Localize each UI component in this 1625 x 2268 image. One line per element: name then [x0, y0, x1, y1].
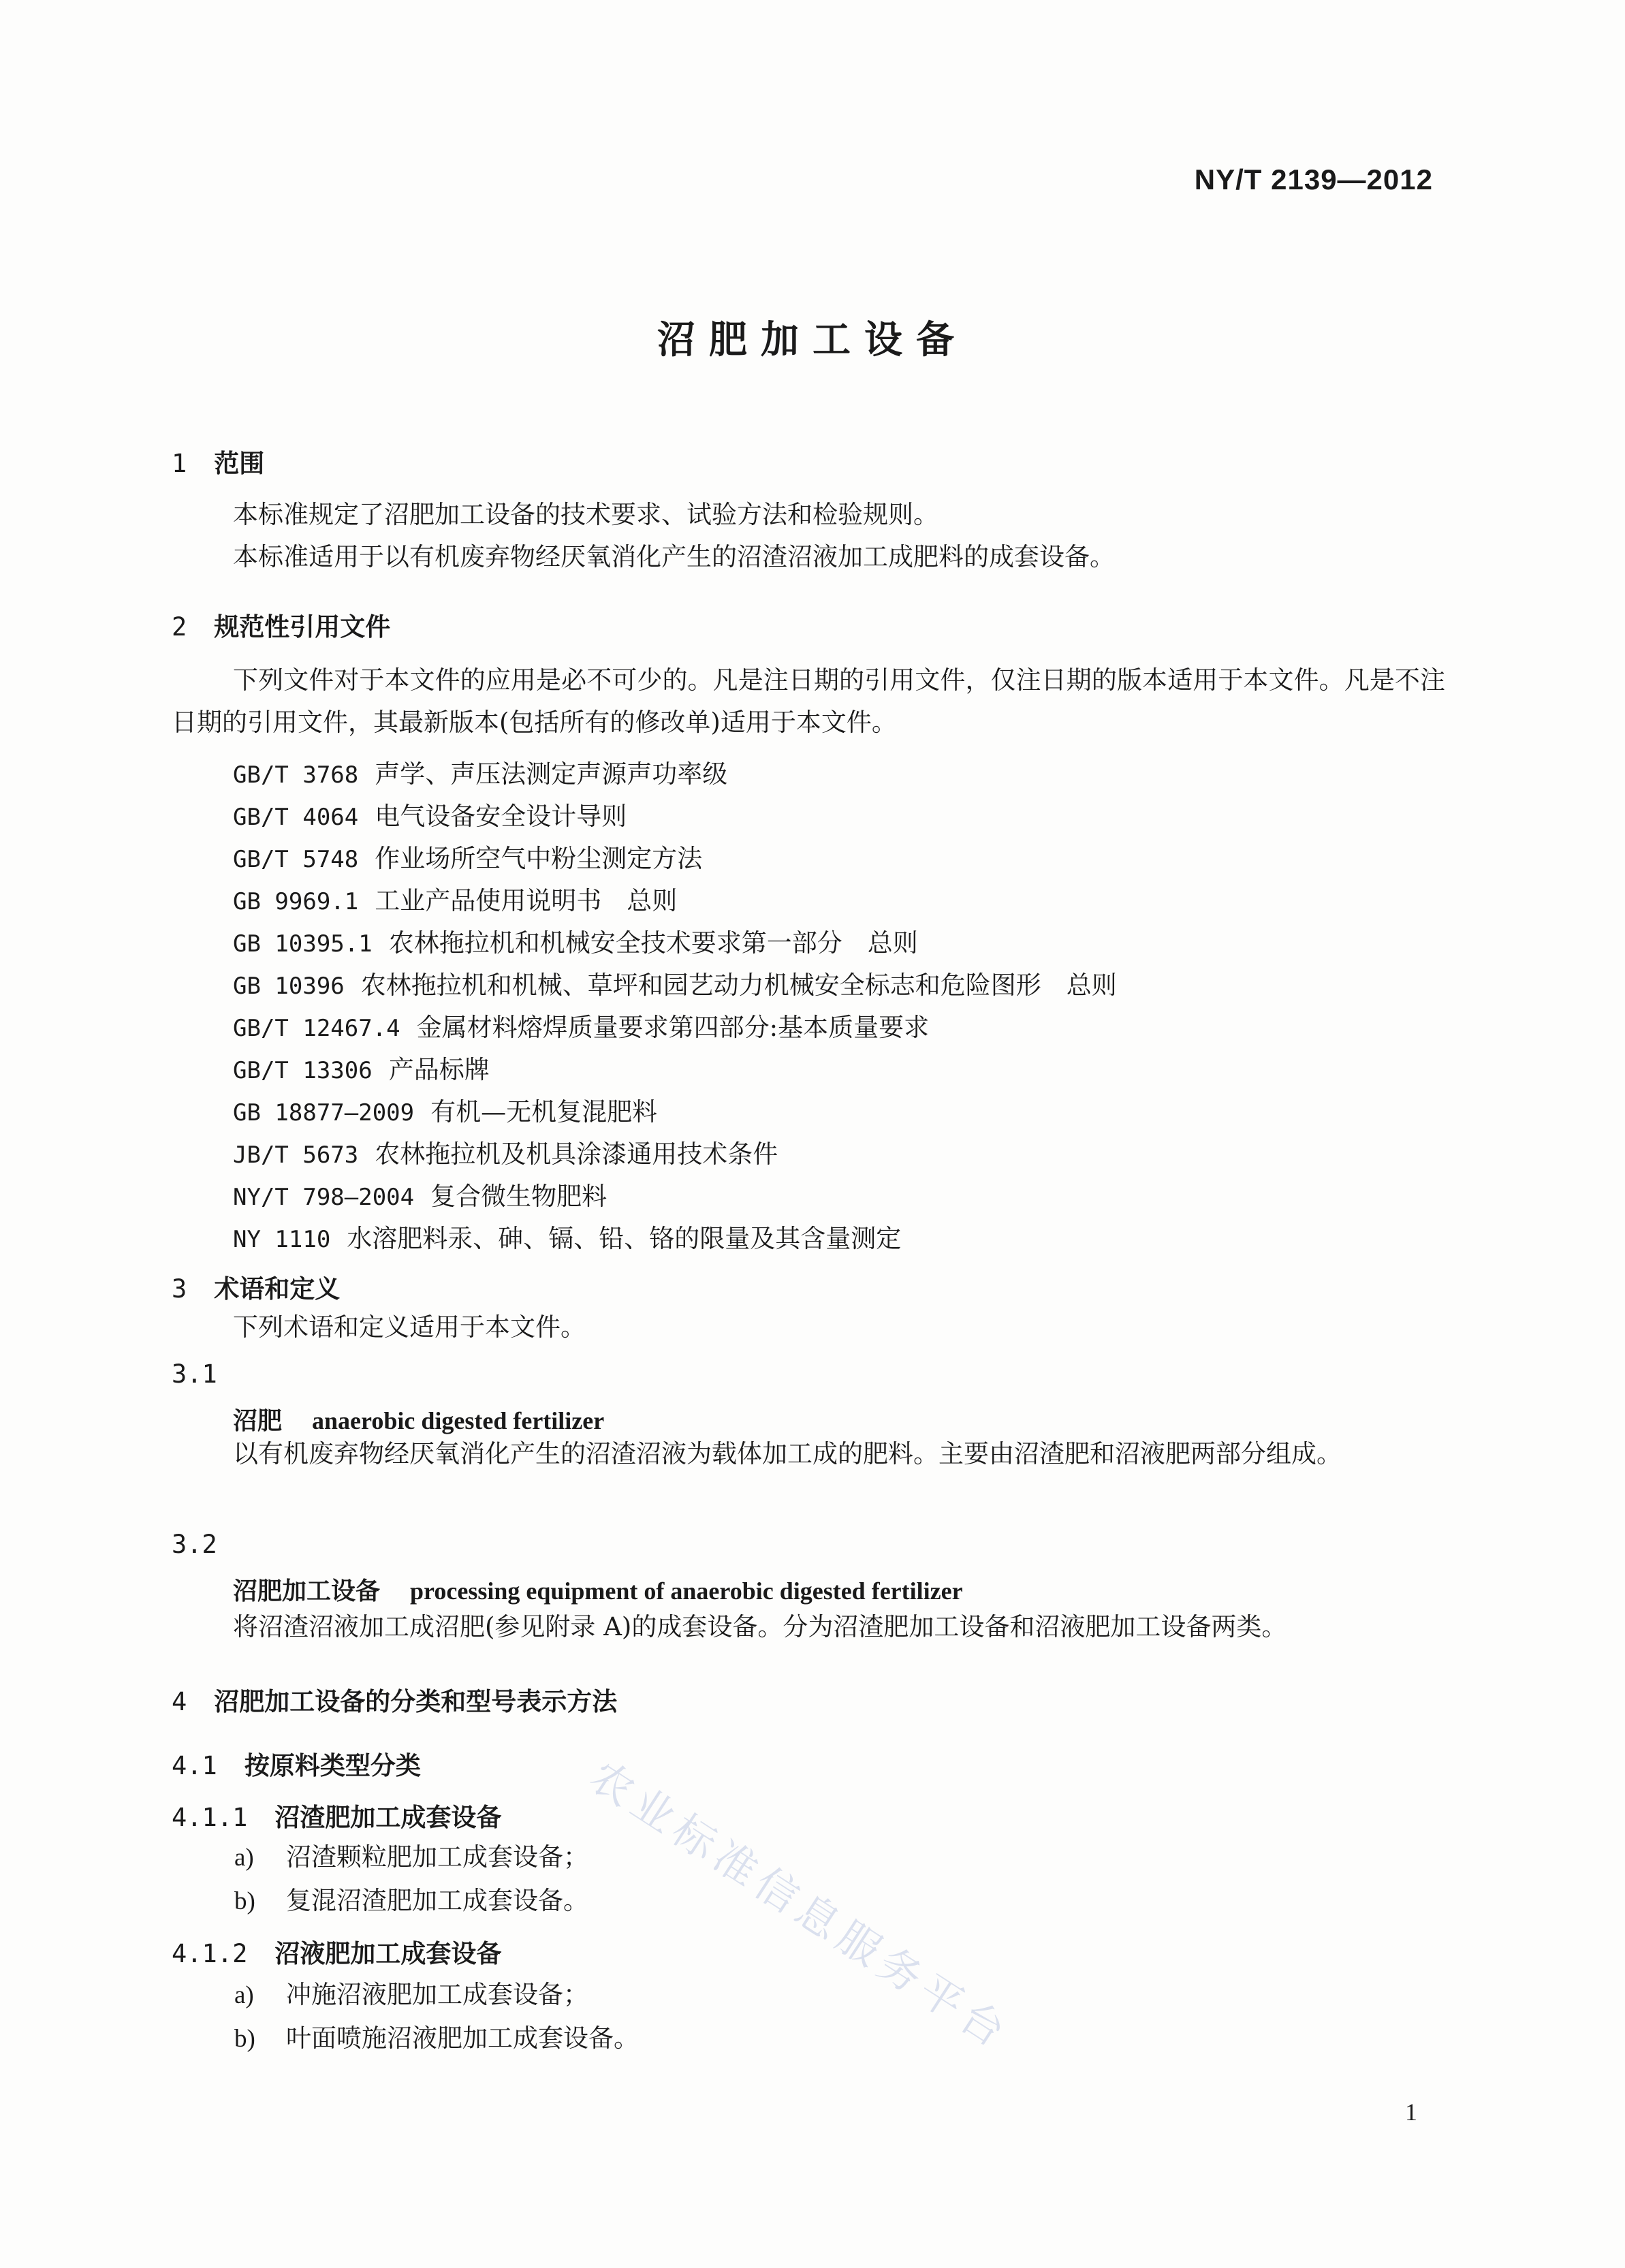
list-text: 冲施沼液肥加工成套设备； [286, 1980, 588, 2009]
reference-item [233, 1133, 778, 1170]
reference-item [233, 753, 727, 790]
section-number: 4 [172, 1687, 187, 1716]
section-number: 4.1.1 [172, 1803, 248, 1832]
section-title: 范围 [214, 449, 265, 478]
scope-paragraph-1: 本标准规定了沼肥加工设备的技术要求、试验方法和检验规则。 [233, 500, 938, 529]
section-title: 沼肥加工设备的分类和型号表示方法 [214, 1687, 618, 1716]
reference-title: 声学、声压法测定声源声功率级 [375, 759, 728, 789]
section-2-heading [172, 606, 390, 643]
list-text: 复混沼渣肥加工成套设备。 [286, 1886, 588, 1915]
scope-paragraph-2: 本标准适用于以有机废弃物经厌氧消化产生的沼渣沼液加工成肥料的成套设备。 [233, 542, 1115, 571]
section-title: 按原料类型分类 [244, 1751, 421, 1780]
section-number: 2 [172, 612, 187, 642]
reference-item [233, 1007, 929, 1043]
term-number: 3.1 [172, 1359, 217, 1389]
reference-item [233, 796, 627, 832]
list-item [234, 1880, 588, 1917]
term-english: anaerobic digested fertilizer [312, 1407, 605, 1434]
reference-item [233, 1049, 490, 1086]
section-number: 4.1.2 [172, 1939, 248, 1968]
reference-item [233, 1218, 901, 1255]
document-title: 沼肥加工设备 [657, 318, 968, 362]
standard-number: NY/T 2139—2012 [1194, 163, 1433, 195]
reference-code: GB 10395.1 [233, 930, 373, 958]
reference-code: GB/T 3768 [233, 761, 359, 789]
term-3-2-definition: 将沼渣沼液加工成沼肥(参见附录 A)的成套设备。分为沼渣肥加工设备和沼液肥加工设备两类。 [233, 1612, 1287, 1641]
term-3-1 [233, 1402, 604, 1436]
subsection-4-1-2-heading [172, 1933, 501, 1970]
normative-references-intro: 下列文件对于本文件的应用是必不可少的。凡是注日期的引用文件，仅注日期的版本适用于本文件。凡是不注日期的引用文件，其最新版本(包括所有的修改单)适用于本文件。 [172, 665, 1445, 737]
section-1-heading [172, 443, 264, 479]
reference-item [233, 922, 918, 959]
list-item [234, 1974, 588, 2011]
reference-code: GB/T 12467.4 [233, 1015, 400, 1042]
section-title: 规范性引用文件 [214, 612, 391, 642]
reference-code: NY/T 798—2004 [233, 1184, 415, 1211]
reference-title: 电气设备安全设计导则 [375, 802, 627, 831]
list-marker: b) [234, 2025, 255, 2053]
reference-code: GB 9969.1 [233, 888, 359, 915]
reference-code: GB 10396 [233, 973, 345, 1000]
list-text: 叶面喷施沼液肥加工成套设备。 [286, 2023, 639, 2053]
reference-code: GB 18877—2009 [233, 1099, 415, 1127]
list-marker: a) [234, 1981, 254, 2009]
reference-item [233, 964, 1117, 1001]
section-3-heading [172, 1268, 340, 1305]
reference-code: GB/T 13306 [233, 1057, 373, 1084]
list-item [234, 2017, 639, 2054]
section-title: 术语和定义 [214, 1274, 341, 1304]
reference-title: 农林拖拉机和机械、草坪和园艺动力机械安全标志和危险图形 总则 [360, 971, 1117, 1000]
reference-title: 复合微生物肥料 [430, 1182, 608, 1211]
section-title: 沼渣肥加工成套设备 [274, 1803, 502, 1832]
reference-title: 工业产品使用说明书 总则 [375, 886, 678, 915]
reference-title: 有机—无机复混肥料 [430, 1097, 658, 1127]
list-item [234, 1836, 588, 1873]
term-number: 3.2 [172, 1530, 217, 1559]
subsection-4-1-heading [172, 1745, 421, 1782]
reference-code: GB/T 4064 [233, 804, 359, 831]
reference-item [233, 1176, 607, 1212]
section-number: 3 [172, 1274, 187, 1304]
reference-title: 水溶肥料汞、砷、镉、铅、铬的限量及其含量测定 [347, 1224, 902, 1253]
term-3-2 [233, 1572, 963, 1607]
terms-intro: 下列术语和定义适用于本文件。 [233, 1312, 586, 1342]
reference-item [233, 838, 702, 875]
reference-title: 产品标牌 [388, 1055, 490, 1084]
reference-code: GB/T 5748 [233, 846, 359, 873]
watermark-text: 农业标准信息服务平台 [581, 1750, 1020, 2060]
subsection-4-1-1-heading [172, 1797, 501, 1833]
reference-item [233, 1091, 657, 1128]
reference-title: 农林拖拉机和机械安全技术要求第一部分 总则 [388, 928, 918, 958]
reference-code: NY 1110 [233, 1226, 331, 1253]
reference-title: 作业场所空气中粉尘测定方法 [375, 844, 703, 873]
term-chinese: 沼肥 [233, 1407, 283, 1435]
reference-code: JB/T 5673 [233, 1141, 359, 1169]
term-english: processing equipment of anaerobic digested fertilizer [410, 1577, 963, 1605]
list-marker: b) [234, 1887, 255, 1915]
section-4-heading [172, 1681, 617, 1718]
term-chinese: 沼肥加工设备 [233, 1577, 381, 1605]
reference-title: 农林拖拉机及机具涂漆通用技术条件 [375, 1139, 778, 1169]
reference-title: 金属材料熔焊质量要求第四部分:基本质量要求 [416, 1013, 930, 1042]
section-number: 1 [172, 449, 187, 478]
term-3-1-definition: 以有机废弃物经厌氧消化产生的沼渣沼液为载体加工成的肥料。主要由沼渣肥和沼液肥两部分组成。 [233, 1439, 1342, 1468]
page-number: 1 [1405, 2098, 1417, 2126]
list-text: 沼渣颗粒肥加工成套设备； [286, 1842, 588, 1872]
list-marker: a) [234, 1844, 254, 1872]
section-title: 沼液肥加工成套设备 [274, 1939, 502, 1968]
section-number: 4.1 [172, 1751, 217, 1780]
reference-item [233, 880, 677, 917]
